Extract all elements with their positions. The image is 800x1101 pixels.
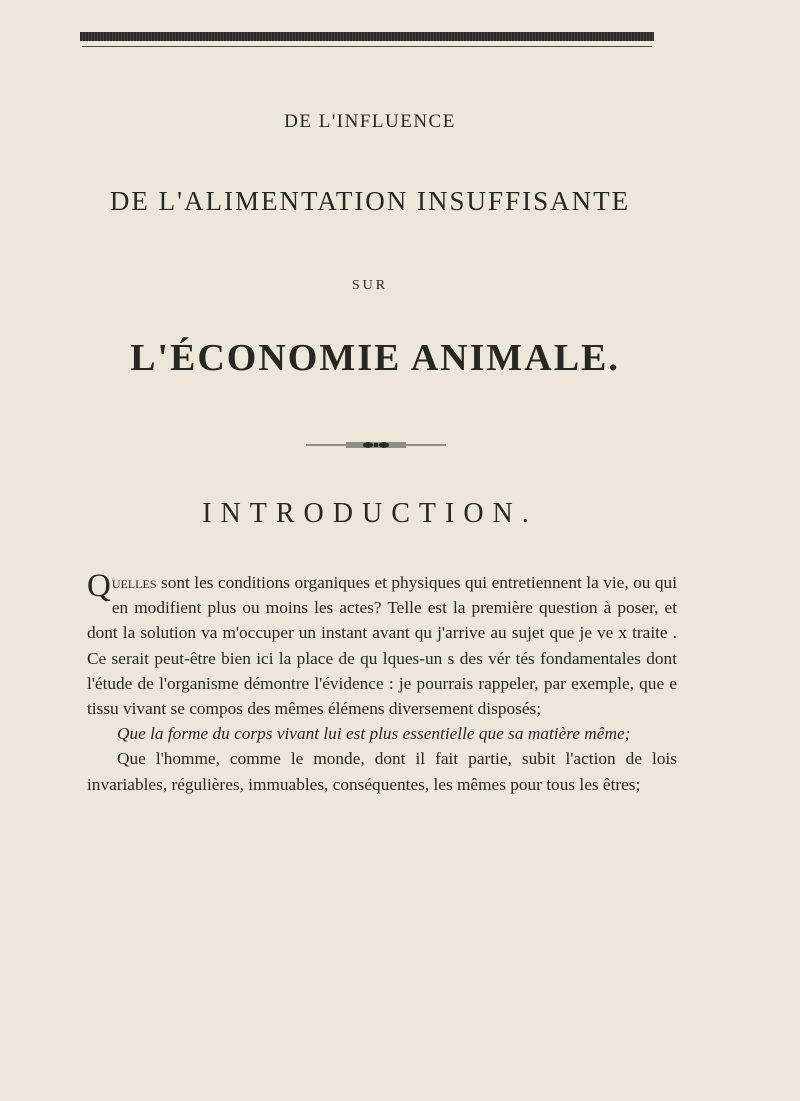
section-title: INTRODUCTION. xyxy=(202,498,538,529)
title-line-4: L'ÉCONOMIE ANIMALE. xyxy=(130,337,620,379)
paragraph-2: Que la forme du corps vivant lui est plus essentielle que sa matière même; xyxy=(117,724,631,744)
drop-cap: Q xyxy=(87,568,111,604)
top-rule-thin xyxy=(82,46,652,47)
ornament-divider xyxy=(306,440,446,450)
paragraph-1-lead: uelles xyxy=(111,573,157,592)
paragraph-1 xyxy=(87,570,677,721)
paragraph-1-text: sont les conditions organiques et physiques qui entretiennent la vie, ou qui en modifient plus ou moins les actes? Telle est la première question à poser, et dont la solution va m'occuper un instant avant qu j'arrive au sujet que je ve x traite . Ce serait peut-être bien ici la place de qu lques-un s des vér tés fondamentales dont l'étude de l'organisme démontre l'évidence : je pourrais rappeler, par exemple, que e tissu vivant se compos des mêmes élémens diversement disposés; xyxy=(87,573,677,719)
paragraph-3: Que l'homme, comme le monde, dont il fait partie, subit l'action de lois invariables, régulières, immuables, conséquentes, les mêmes pour tous les êtres; xyxy=(87,749,677,794)
top-rule xyxy=(80,32,654,41)
title-line-2: DE L'ALIMENTATION INSUFFISANTE xyxy=(109,186,631,216)
title-line-3: SUR xyxy=(351,278,389,293)
body-text xyxy=(87,570,677,797)
title-line-1: DE L'INFLUENCE xyxy=(284,111,456,132)
